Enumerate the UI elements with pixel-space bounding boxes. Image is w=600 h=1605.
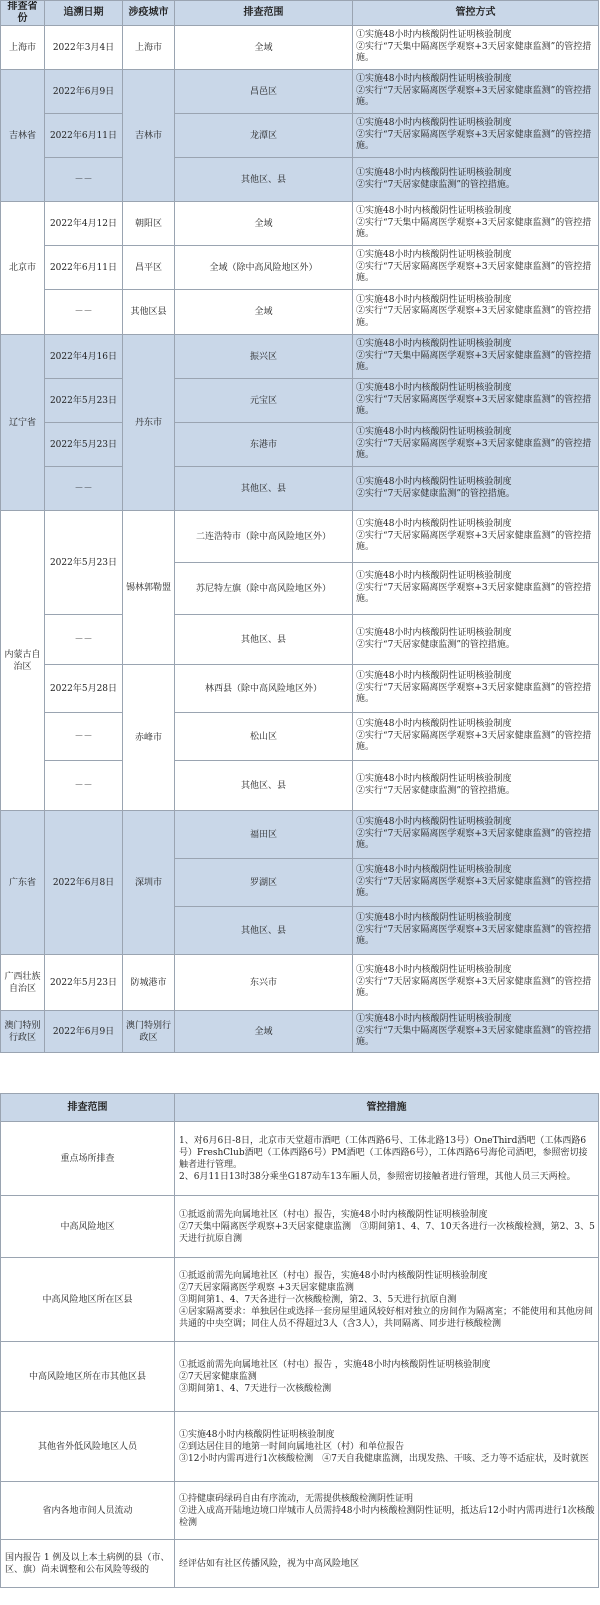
header-scope: 排查范围 (1, 1094, 175, 1122)
date-cell: 2022年6月9日 (45, 1011, 123, 1053)
date-cell: 2022年5月23日 (45, 379, 123, 423)
scope-cell: 省内各地市间人员流动 (1, 1482, 175, 1540)
date-cell: －－ (45, 615, 123, 665)
scope-cell: 其他省外低风险地区人员 (1, 1412, 175, 1482)
date-cell: 2022年6月8日 (45, 811, 123, 955)
scope-cell: 其他区、县 (175, 158, 353, 202)
measure-cell: ①实施48小时内核酸阴性证明核验制度 ②实行“7天居家健康监测”的管控措施。 (353, 467, 599, 511)
province-cell: 广西壮族自治区 (1, 955, 45, 1011)
table-row (1, 511, 599, 563)
table-row (1, 70, 599, 114)
table-row (1, 114, 599, 158)
date-cell: －－ (45, 761, 123, 811)
scope-cell: 其他区、县 (175, 467, 353, 511)
measure-cell: ①实施48小时内核酸阴性证明核验制度 ②实行“7天居家健康监测”的管控措施。 (353, 615, 599, 665)
table-row (1, 290, 599, 335)
table-row (1, 1482, 599, 1540)
scope-cell: 国内报告 1 例及以上本土病例的县（市、区、旗）尚未调整和公布风险等级的 (1, 1540, 175, 1588)
header-measure: 管控方式 (353, 1, 599, 26)
date-cell: －－ (45, 467, 123, 511)
header-date: 追溯日期 (45, 1, 123, 26)
table-row (1, 202, 599, 246)
table-row (1, 1540, 599, 1588)
measure-cell: ①实施48小时内核酸阴性证明核验制度 ②实行“7天居家隔离医学观察+3天居家健康监测”的管控措施。 (353, 379, 599, 423)
scope-cell: 全域 (175, 290, 353, 335)
measure-cell: ①实施48小时内核酸阴性证明核验制度 ②实行“7天居家隔离医学观察+3天居家健康监测”的管控措施。 (353, 511, 599, 563)
scope-cell: 中高风险地区所在市其他区县 (1, 1342, 175, 1412)
measure-cell: ①实施48小时内核酸阴性证明核验制度 ②实行“7天居家隔离医学观察+3天居家健康监测”的管控措施。 (353, 713, 599, 761)
table-row (1, 713, 599, 761)
measure-cell: ①实施48小时内核酸阴性证明核验制度 ②实行“7天居家隔离医学观察+3天居家健康监测”的管控措施。 (353, 665, 599, 713)
scope-cell: 全域 (175, 26, 353, 70)
scope-cell: 全域 (175, 1011, 353, 1053)
scope-cell: 苏尼特左旗（除中高风险地区外） (175, 563, 353, 615)
measure-cell: ①实施48小时内核酸阴性证明核验制度 ②实行“7天居家隔离医学观察+3天居家健康监测”的管控措施。 (353, 423, 599, 467)
table-row (1, 1196, 599, 1258)
table-row (1, 1258, 599, 1342)
measure-cell: ①实施48小时内核酸阴性证明核验制度 ②实行“7天居家隔离医学观察+3天居家健康监测”的管控措施。 (353, 563, 599, 615)
date-cell: 2022年5月23日 (45, 955, 123, 1011)
scope-cell: 昌邑区 (175, 70, 353, 114)
table-row (1, 26, 599, 70)
header-measure: 管控措施 (175, 1094, 599, 1122)
scope-cell: 其他区、县 (175, 615, 353, 665)
scope-cell: 中高风险地区所在区县 (1, 1258, 175, 1342)
scope-cell: 重点场所排查 (1, 1122, 175, 1196)
date-cell: 2022年6月11日 (45, 246, 123, 290)
scope-cell: 二连浩特市（除中高风险地区外） (175, 511, 353, 563)
city-cell: 赤峰市 (123, 665, 175, 811)
city-cell: 锡林郭勒盟 (123, 511, 175, 665)
province-cell: 内蒙古自治区 (1, 511, 45, 811)
date-cell: 2022年4月12日 (45, 202, 123, 246)
scope-cell: 其他区、县 (175, 907, 353, 955)
date-cell: 2022年5月28日 (45, 665, 123, 713)
measure-cell: ①实施48小时内核酸阴性证明核验制度 ②实行“7天居家隔离医学观察+3天居家健康监测”的管控措施。 (353, 70, 599, 114)
table-row (1, 955, 599, 1011)
scope-cell: 东港市 (175, 423, 353, 467)
scope-cell: 振兴区 (175, 335, 353, 379)
measure-cell: ①实施48小时内核酸阴性证明核验制度 ②实行“7天集中隔离医学观察+3天居家健康监测”的管控措施。 (353, 202, 599, 246)
measures-table (0, 1093, 599, 1588)
table-header-row (1, 1094, 599, 1122)
table-row (1, 665, 599, 713)
measure-cell: ①实施48小时内核酸阴性证明核验制度 ②实行“7天居家隔离医学观察+3天居家健康监测”的管控措施。 (353, 811, 599, 859)
measure-cell: ①持健康码绿码自由有序流动，无需提供核酸检测阴性证明 ②进入成高开陆地边境口岸城市人员需持48小时内核酸检测阴性证明，抵达后12小时内需再进行1次核酸检测 (175, 1482, 599, 1540)
table-row (1, 1412, 599, 1482)
scope-cell: 东兴市 (175, 955, 353, 1011)
scope-cell: 松山区 (175, 713, 353, 761)
city-cell: 防城港市 (123, 955, 175, 1011)
scope-cell: 林西县（除中高风险地区外） (175, 665, 353, 713)
table-row (1, 246, 599, 290)
measure-cell: ①实施48小时内核酸阴性证明核验制度 ②实行“7天居家健康监测”的管控措施。 (353, 158, 599, 202)
city-cell: 其他区县 (123, 290, 175, 335)
city-cell: 朝阳区 (123, 202, 175, 246)
table-row (1, 335, 599, 379)
table-row (1, 423, 599, 467)
scope-cell: 福田区 (175, 811, 353, 859)
header-scope: 排查范围 (175, 1, 353, 26)
scope-cell: 其他区、县 (175, 761, 353, 811)
table-row (1, 379, 599, 423)
province-cell: 北京市 (1, 202, 45, 335)
scope-cell: 罗湖区 (175, 859, 353, 907)
measure-cell: ①抵返前需先向属地社区（村屯）报告 ，实施48小时内核酸阴性证明核验制度 ②7天居家健康监测 ③期间第1、4、7天进行一次核酸检测 (175, 1342, 599, 1412)
province-cell: 上海市 (1, 26, 45, 70)
date-cell: 2022年5月23日 (45, 511, 123, 615)
measure-cell: 1、对6月6日-8日，北京市天堂超市酒吧（工体西路6号、工体北路13号）OneThird酒吧（工体西路6号）FreshClub酒吧（工体西路6号）PM酒吧（工体西路6号），工体西路6号海伦司酒吧，参照密切接触者进行管理。 2、6月11日13时38分乘坐G187动车13车厢人员，参照密切接触者进行管理，其他人员三天两检。 (175, 1122, 599, 1196)
measure-cell: ①实施48小时内核酸阴性证明核验制度 ②实行“7天居家隔离医学观察+3天居家健康监测”的管控措施。 (353, 246, 599, 290)
province-cell: 辽宁省 (1, 335, 45, 511)
measure-cell: ①实施48小时内核酸阴性证明核验制度 ②实行“7天居家隔离医学观察+3天居家健康监测”的管控措施。 (353, 114, 599, 158)
table-row (1, 158, 599, 202)
measure-cell: ①实施48小时内核酸阴性证明核验制度 ②实行“7天居家隔离医学观察+3天居家健康监测”的管控措施。 (353, 907, 599, 955)
date-cell: 2022年4月16日 (45, 335, 123, 379)
city-cell: 昌平区 (123, 246, 175, 290)
measure-cell: ①抵返前需先向属地社区（村屯）报告，实施48小时内核酸阴性证明核验制度 ②7天集中隔离医学观察+3天居家健康监测 ③期间第1、4、7、10天各进行一次核酸检测，第2、3、5天进行抗原自测 (175, 1196, 599, 1258)
date-cell: 2022年5月23日 (45, 423, 123, 467)
province-cell: 吉林省 (1, 70, 45, 202)
table-row (1, 761, 599, 811)
header-province: 排查省份 (1, 1, 45, 26)
scope-cell: 元宝区 (175, 379, 353, 423)
measure-cell: 经评估如有社区传播风险，视为中高风险地区 (175, 1540, 599, 1588)
city-cell: 上海市 (123, 26, 175, 70)
date-cell: 2022年6月11日 (45, 114, 123, 158)
date-cell: －－ (45, 158, 123, 202)
measure-cell: ①抵返前需先向属地社区（村屯）报告，实施48小时内核酸阴性证明核验制度 ②7天居家隔离医学观察 +3天居家健康监测 ③期间第1、4、7天各进行一次核酸检测，第2、3、5天进行抗原自测 ④居家隔离要求：单独居住或选择一套房屋里通风较好相对独立的房间作为隔离室；不能使用和其他房间共通的中央空调；同住人员不得超过3人（含3人），共同隔离、同步进行核酸检测 (175, 1258, 599, 1342)
table-row (1, 1011, 599, 1053)
date-cell: －－ (45, 713, 123, 761)
measure-cell: ①实施48小时内核酸阴性证明核验制度 ②实行“7天集中隔离医学观察+3天居家健康监测”的管控措施。 (353, 26, 599, 70)
city-cell: 深圳市 (123, 811, 175, 955)
table-row (1, 1342, 599, 1412)
scope-cell: 全域 (175, 202, 353, 246)
province-cell: 澳门特别行政区 (1, 1011, 45, 1053)
table-header-row (1, 1, 599, 26)
measure-cell: ①实施48小时内核酸阴性证明核验制度 ②实行“7天居家隔离医学观察+3天居家健康监测”的管控措施。 (353, 290, 599, 335)
scope-cell: 龙潭区 (175, 114, 353, 158)
measure-cell: ①实施48小时内核酸阴性证明核验制度 ②实行“7天集中隔离医学观察+3天居家健康监测”的管控措施。 (353, 1011, 599, 1053)
header-city: 涉疫城市 (123, 1, 175, 26)
table-row (1, 467, 599, 511)
measure-cell: ①实施48小时内核酸阴性证明核验制度 ②实行“7天居家隔离医学观察+3天居家健康监测”的管控措施。 (353, 859, 599, 907)
date-cell: 2022年3月4日 (45, 26, 123, 70)
measure-cell: ①实施48小时内核酸阴性证明核验制度 ②到达居住目的地第一时间向属地社区（村）和单位报告 ③12小时内需再进行1次核酸检测 ④7天自我健康监测，出现发热、干咳、乏力等不适症状，及时就医 (175, 1412, 599, 1482)
table-row (1, 811, 599, 859)
measure-cell: ①实施48小时内核酸阴性证明核验制度 ②实行“7天集中隔离医学观察+3天居家健康监测”的管控措施。 (353, 335, 599, 379)
measure-cell: ①实施48小时内核酸阴性证明核验制度 ②实行“7天居家健康监测”的管控措施。 (353, 761, 599, 811)
date-cell: －－ (45, 290, 123, 335)
city-cell: 丹东市 (123, 335, 175, 511)
table-row (1, 615, 599, 665)
measure-cell: ①实施48小时内核酸阴性证明核验制度 ②实行“7天居家隔离医学观察+3天居家健康监测”的管控措施。 (353, 955, 599, 1011)
city-cell: 吉林市 (123, 70, 175, 202)
province-cell: 广东省 (1, 811, 45, 955)
date-cell: 2022年6月9日 (45, 70, 123, 114)
scope-cell: 全域（除中高风险地区外） (175, 246, 353, 290)
table-row (1, 1122, 599, 1196)
city-cell: 澳门特别行政区 (123, 1011, 175, 1053)
scope-cell: 中高风险地区 (1, 1196, 175, 1258)
